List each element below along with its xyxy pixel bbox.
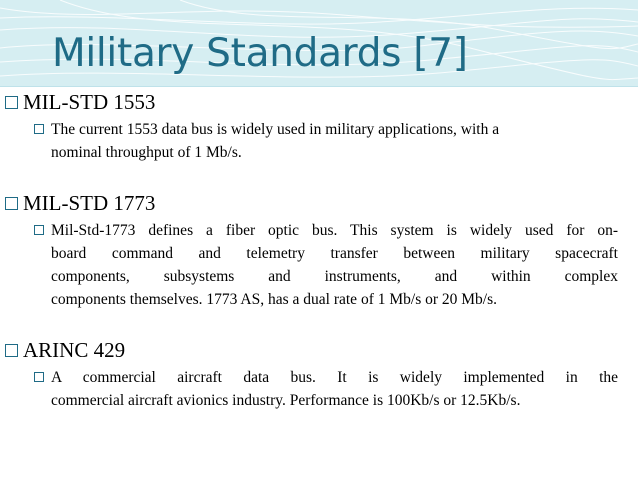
- item-line: components, subsystems and instruments, and within complex: [51, 268, 618, 285]
- section-heading: ARINC 429: [23, 338, 126, 362]
- item-text: [51, 366, 618, 412]
- item-line: A commercial aircraft data bus. It is widely implemented in the: [51, 369, 618, 386]
- section-heading: MIL-STD 1553: [23, 90, 156, 114]
- section-1773-item: [34, 219, 618, 311]
- square-bullet-icon: [34, 225, 44, 235]
- section-mil-std-1553: [5, 88, 155, 116]
- section-1553-item: [34, 118, 618, 164]
- section-heading: MIL-STD 1773: [23, 191, 156, 215]
- item-line: components themselves. 1773 AS, has a dual rate of 1 Mb/s or 20 Mb/s.: [51, 291, 498, 308]
- item-text: [51, 118, 618, 164]
- section-arinc-item: [34, 366, 618, 412]
- item-line: commercial aircraft avionics industry. Performance is 100Kb/s or 12.5Kb/s.: [51, 392, 521, 409]
- slide-title: Military Standards [7]: [52, 31, 468, 76]
- square-bullet-icon: [34, 372, 44, 382]
- item-line: board command and telemetry transfer between military spacecraft: [51, 245, 618, 262]
- title-divider: [0, 86, 638, 87]
- section-mil-std-1773: [5, 189, 155, 217]
- square-bullet-icon: [5, 96, 18, 109]
- square-bullet-icon: [5, 197, 18, 210]
- square-bullet-icon: [34, 124, 44, 134]
- square-bullet-icon: [5, 344, 18, 357]
- item-text: [51, 219, 618, 311]
- item-line: nominal throughput of 1 Mb/s.: [51, 144, 242, 161]
- section-arinc-429: [5, 336, 125, 364]
- item-line: Mil-Std-1773 defines a fiber optic bus. This system is widely used for on-: [51, 222, 618, 239]
- item-line: The current 1553 data bus is widely used in military applications, with a: [51, 121, 500, 138]
